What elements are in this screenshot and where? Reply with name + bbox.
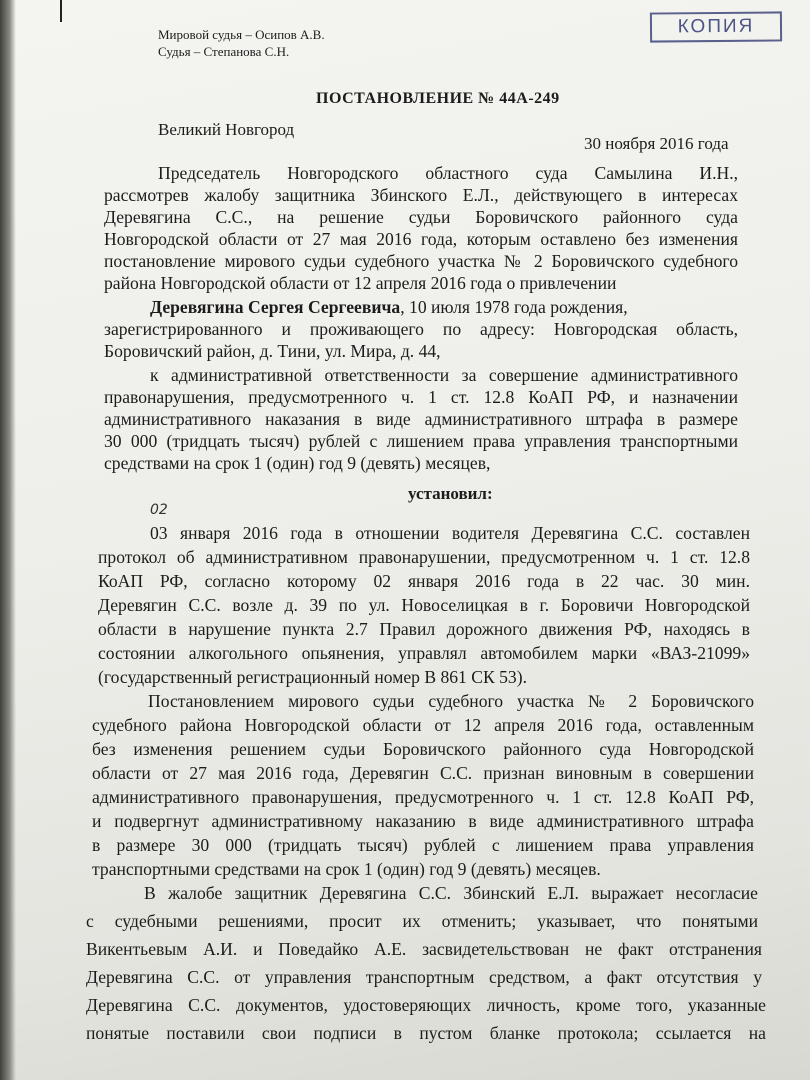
judges-block (158, 26, 325, 60)
text-line: Викентьевым А.И. и Поведайко А.Е. засвидетельствован не факт отстранения (86, 939, 762, 959)
text-line: административного наказания в виде административного штрафа в размере (104, 409, 738, 429)
page-fold-mark (60, 0, 62, 22)
text-line: области от 27 мая 2016 года, Деревягин С.С. признан виновным в совершении (92, 763, 754, 783)
text-line: без изменения решением судьи Боровичского районного суда Новгородской (92, 739, 754, 759)
text-line: 30 000 (тридцать тысяч) рублей с лишением права управления транспортными (104, 431, 738, 451)
text-line: области в нарушение пункта 2.7 Правил дорожного движения РФ, находясь в (98, 619, 750, 639)
person-birth: , 10 июля 1978 года рождения, (400, 297, 628, 317)
document-title: ПОСТАНОВЛЕНИЕ № 44А-249 (316, 90, 560, 107)
text-line: правонарушения, предусмотренного ч. 1 ст. 12.8 КоАП РФ, и назначении (104, 387, 738, 407)
text-line: состоянии алкогольного опьянения, управлял автомобилем марки «ВАЗ-21099» (98, 643, 750, 663)
text-line: постановление мирового судьи судебного участка № 2 Боровичского судебного (104, 251, 738, 271)
text-line: к административной ответственности за совершение административного (150, 365, 738, 385)
text-line: средствами на срок 1 (один) год 9 (девять) месяцев, (104, 453, 491, 473)
text-line: КоАП РФ, согласно которому 02 января 2016 года в 22 час. 30 мин. (98, 571, 750, 591)
text-line: судебного района Новгородской области от 12 апреля 2016 года, оставленным (92, 715, 754, 735)
text-line: района Новгородской области от 12 апреля 2016 года о привлечении (104, 273, 617, 293)
text-line: Боровичский район, д. Тини, ул. Мира, д. 44, (104, 341, 441, 361)
document-date: 30 ноября 2016 года (584, 134, 729, 153)
text-line: (государственный регистрационный номер В 861 СК 53). (98, 667, 527, 687)
text-line: В жалобе защитник Деревягина С.С. Збинский Е.Л. выражает несогласие (144, 883, 758, 903)
section-heading: установил: (408, 484, 493, 503)
text-line: с судебными решениями, просит их отменить; указывает, что понятыми (86, 911, 758, 931)
text-line: рассмотрев жалобу защитника Збинского Е.Л., действующего в интересах (104, 185, 738, 205)
judge-line: Мировой судья – Осипов А.В. (158, 27, 325, 42)
text-line: Председатель Новгородского областного суда Самылина И.Н., (158, 163, 738, 183)
text-line: Деревягин С.С. возле д. 39 по ул. Новоселицкая в г. Боровичи Новгородской (98, 595, 750, 615)
judge-line: Судья – Степанова С.Н. (158, 44, 290, 59)
text-line: Деревягина С.С. документов, удостоверяющих личность, кроме того, указанные (86, 995, 766, 1015)
text-line: Новгородской области от 27 мая 2016 года, которым оставлено без изменения (104, 229, 738, 249)
text-line: в размере 30 000 (тридцать тысяч) рублей с лишением права управления (92, 835, 754, 855)
text-line (150, 296, 628, 318)
text-line: Постановлением мирового судьи судебного участка № 2 Боровичского (148, 691, 754, 711)
text-line: зарегистрированного и проживающего по адресу: Новгородская область, (104, 319, 738, 339)
text-line: Деревягина С.С. от управления транспортным средством, а факт отсутствия у (86, 967, 762, 987)
text-line: 03 января 2016 года в отношении водителя Деревягина С.С. составлен (150, 523, 750, 543)
text-line: транспортными средствами на срок 1 (один) год 9 (девять) месяцев. (92, 859, 601, 879)
person-name: Деревягина Сергея Сергеевича (150, 297, 401, 317)
text-line: административного правонарушения, предусмотренного ч. 1 ст. 12.8 КоАП РФ, (92, 787, 754, 807)
text-line: протокол об административном правонарушении, предусмотренном ч. 1 ст. 12.8 (98, 547, 750, 567)
text-line: Деревягина С.С., на решение судьи Боровичского районного суда (104, 207, 738, 227)
text-line: и подвергнут административному наказанию в виде административного штрафа (92, 811, 754, 831)
copy-stamp: КОПИЯ (650, 11, 782, 42)
handwritten-note: 02 (150, 502, 168, 518)
text-line: понятые поставили свои подписи в пустом бланке протокола; ссылается на (86, 1023, 766, 1043)
document-city: Великий Новгород (158, 120, 295, 139)
page-edge-shadow (0, 0, 16, 1080)
